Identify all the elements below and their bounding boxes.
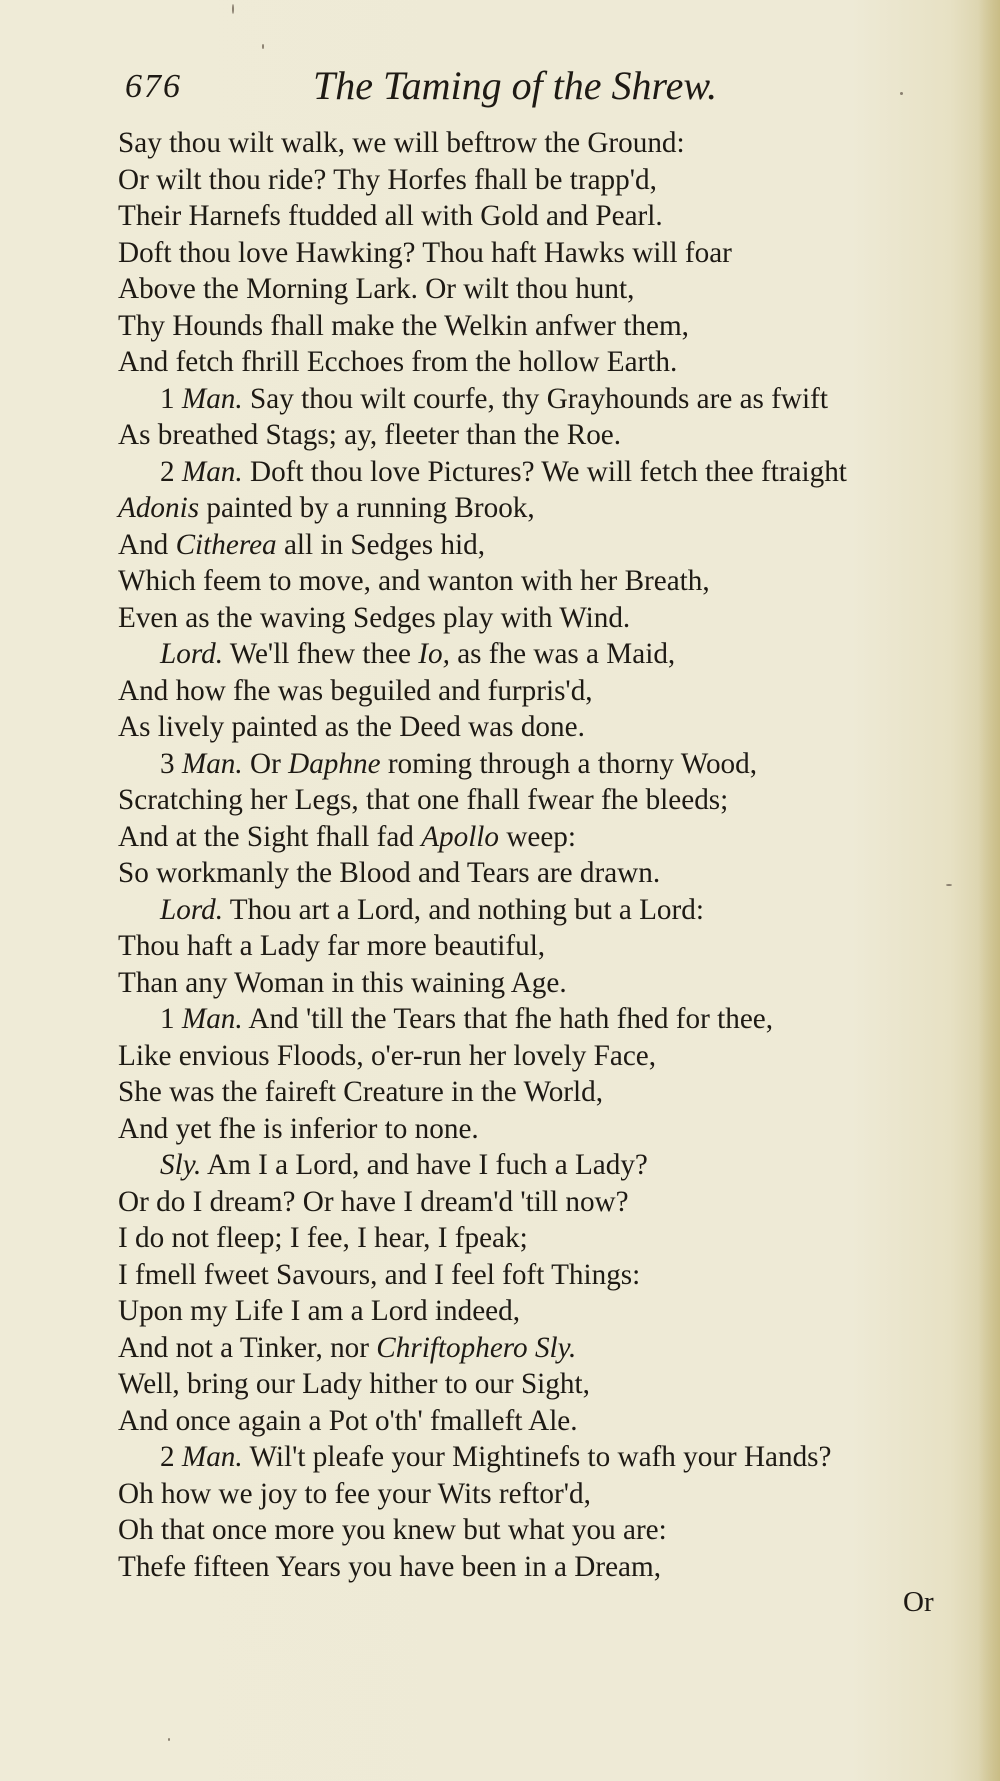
text-line [118, 271, 958, 308]
text-line [118, 1293, 958, 1330]
line-text: Or [242, 747, 289, 780]
line-text: Say thou wilt walk, we will beftrow the Ground: [118, 127, 685, 159]
line-text: As breathed Stags; ay, fleeter than the Roe. [118, 419, 622, 451]
line-text: Which feem to move, and wanton with her Breath, [118, 565, 710, 597]
text-line [118, 344, 958, 381]
italic-text: Man. [181, 455, 243, 488]
text-line [118, 709, 958, 746]
line-text: Thy Hounds fhall make the Welkin anfwer them, [118, 309, 689, 342]
line-text: And fetch fhrill Ecchoes from the hollow Earth. [118, 346, 678, 378]
text-line [118, 563, 958, 600]
text-line [118, 1257, 958, 1294]
ink-speck [900, 92, 903, 95]
line-text: And 'till the Tears that fhe hath fhed for thee, [242, 1003, 774, 1035]
italic-text: Sly. [160, 1149, 202, 1181]
text-line [118, 235, 958, 272]
text-line [118, 381, 958, 418]
line-text: Thefe fifteen Years you have been in a Dream, [118, 1550, 661, 1583]
text-line [118, 490, 958, 527]
text-line [118, 673, 958, 710]
page-number: 676 [125, 68, 182, 105]
line-text: And once again a Pot o'th' fmalleft Ale. [118, 1404, 578, 1437]
text-line [118, 1476, 958, 1513]
line-text: 2 [160, 1441, 182, 1473]
text-line [118, 928, 958, 965]
line-text: Thou haft a Lady far more beautiful, [118, 930, 546, 962]
text-line [118, 600, 958, 637]
text-line [118, 1111, 958, 1148]
text-line [118, 1074, 958, 1111]
line-text: She was the faireft Creature in the World, [118, 1076, 604, 1108]
line-text: Say thou wilt courfe, thy Grayhounds are as fwift [242, 382, 828, 415]
italic-text: Citherea [175, 528, 277, 561]
line-text: Well, bring our Lady hither to our Sight, [118, 1368, 590, 1400]
line-text: And at the Sight fhall fad [118, 820, 422, 853]
text-line [118, 965, 958, 1002]
text-line [118, 1439, 958, 1476]
text-line [118, 1038, 958, 1075]
italic-text: Io, [418, 638, 450, 670]
line-text: 2 [160, 455, 182, 488]
text-line [118, 308, 958, 345]
ink-speck [232, 4, 234, 14]
line-text: And how fhe was beguiled and furpris'd, [118, 674, 593, 707]
text-line [118, 162, 958, 199]
verse-text [118, 125, 958, 1585]
line-text: And [118, 528, 176, 561]
ink-speck [946, 884, 952, 886]
italic-text: Chriftophero Sly. [376, 1331, 577, 1364]
line-text: So workmanly the Blood and Tears are drawn. [118, 857, 661, 889]
line-text: Their Harnefs ftudded all with Gold and Pearl. [118, 200, 663, 232]
italic-text: Daphne [288, 747, 381, 780]
line-text: I fmell fweet Savours, and I feel foft Things: [118, 1258, 641, 1291]
italic-text: Man. [181, 747, 243, 780]
line-text: And yet fhe is inferior to none. [118, 1112, 479, 1145]
text-line [118, 198, 958, 235]
line-text: Wil't pleafe your Mightinefs to wafh your Hands? [242, 1441, 832, 1473]
italic-text: Lord. [160, 638, 223, 670]
italic-text: Adonis [118, 492, 200, 524]
line-text: We'll fhew thee [223, 638, 419, 670]
line-text: Am I a Lord, and have I fuch a Lady? [201, 1149, 648, 1181]
line-text: all in Sedges hid, [276, 528, 485, 561]
line-text: Than any Woman in this waining Age. [118, 966, 567, 999]
line-text: Or wilt thou ride? Thy Horfes fhall be trapp'd, [118, 163, 657, 196]
page-header [125, 62, 905, 122]
text-line [118, 855, 958, 892]
text-line [118, 1549, 958, 1586]
text-line [118, 1184, 958, 1221]
text-line [118, 819, 958, 856]
line-text: Upon my Life I am a Lord indeed, [118, 1295, 521, 1327]
line-text: 1 [160, 1003, 182, 1035]
text-line [118, 636, 958, 673]
italic-text: Man. [181, 1441, 243, 1473]
text-line [118, 1366, 958, 1403]
running-title: The Taming of the Shrew. [313, 63, 718, 108]
line-text: Even as the waving Sedges play with Wind. [118, 601, 631, 634]
italic-text: Lord. [160, 893, 223, 926]
line-text: Oh how we joy to fee your Wits reftor'd, [118, 1477, 591, 1510]
text-line [118, 1330, 958, 1367]
text-line [118, 746, 958, 783]
catchword: Or [903, 1586, 934, 1618]
text-line [118, 1403, 958, 1440]
line-text: Scratching her Legs, that one fhall fwear fhe bleeds; [118, 784, 729, 816]
text-line [118, 125, 958, 162]
text-line [118, 1220, 958, 1257]
line-text: as fhe was a Maid, [449, 638, 676, 670]
line-text: I do not fleep; I fee, I hear, I fpeak; [118, 1222, 528, 1254]
line-text: Oh that once more you knew but what you are: [118, 1514, 667, 1546]
line-text: Doft thou love Hawking? Thou haft Hawks will foar [118, 236, 732, 269]
line-text: And not a Tinker, nor [118, 1331, 377, 1364]
text-line [118, 527, 958, 564]
line-text: 3 [160, 747, 182, 780]
page-edge-shadow [978, 0, 1000, 1781]
line-text: roming through a thorny Wood, [380, 747, 758, 780]
line-text: Above the Morning Lark. Or wilt thou hunt, [118, 273, 635, 305]
line-text: As lively painted as the Deed was done. [118, 711, 585, 743]
italic-text: Man. [181, 1003, 243, 1035]
text-line [118, 454, 958, 491]
italic-text: Apollo [421, 820, 500, 853]
ink-speck [262, 44, 264, 49]
line-text: Doft thou love Pictures? We will fetch thee ftraight [242, 455, 847, 488]
ink-speck [168, 1738, 170, 1741]
line-text: 1 [160, 382, 182, 415]
line-text: Thou art a Lord, and nothing but a Lord: [223, 893, 704, 926]
text-line [118, 782, 958, 819]
italic-text: Man. [181, 382, 243, 415]
line-text: painted by a running Brook, [199, 492, 535, 524]
line-text: weep: [499, 820, 577, 853]
text-line [118, 1147, 958, 1184]
text-line [118, 1512, 958, 1549]
line-text: Or do I dream? Or have I dream'd 'till now? [118, 1185, 629, 1218]
text-line [118, 892, 958, 929]
text-line [118, 417, 958, 454]
line-text: Like envious Floods, o'er-run her lovely Face, [118, 1039, 657, 1072]
text-line [118, 1001, 958, 1038]
